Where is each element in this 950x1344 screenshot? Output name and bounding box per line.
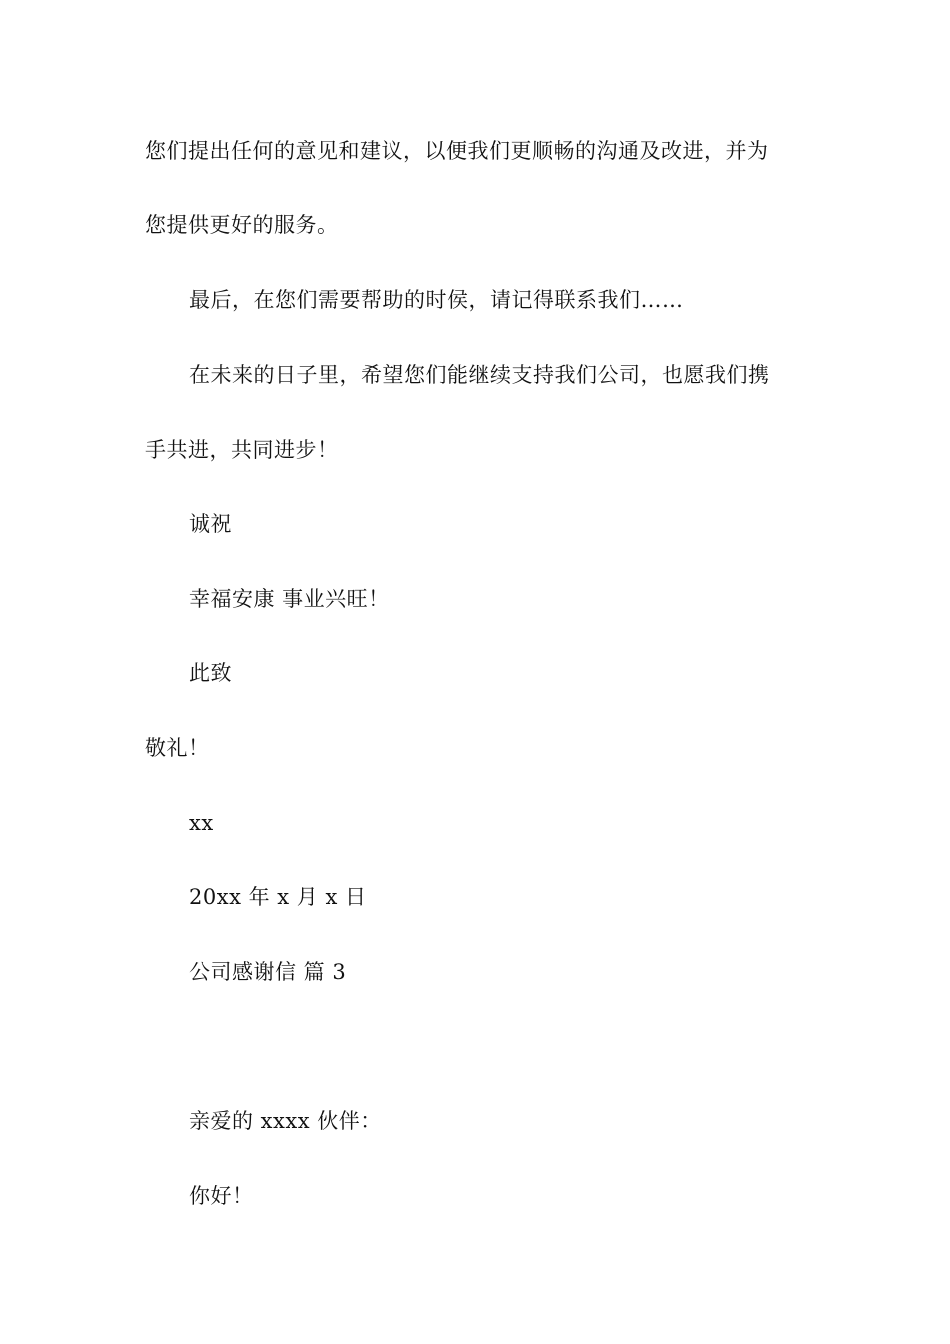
signature-date: 20xx 年 x 月 x 日 — [189, 885, 367, 909]
letter-addressee: 亲爱的 xxxx 伙伴： — [189, 1109, 382, 1133]
paragraph-line-5: 手共进，共同进步！ — [145, 438, 339, 462]
paragraph-line-3: 最后，在您们需要帮助的时侯，请记得联系我们…… — [189, 288, 684, 312]
closing-regards: 敬礼！ — [145, 736, 210, 760]
paragraph-line-2: 您提供更好的服务。 — [145, 213, 339, 237]
paragraph-line-4: 在未来的日子里，希望您们能继续支持我们公司，也愿我们携 — [189, 363, 770, 387]
closing-salutation: 此致 — [189, 661, 232, 685]
paragraph-line-1: 您们提出任何的意见和建议，以便我们更顺畅的沟通及改进，并为 — [145, 139, 769, 163]
section-heading: 公司感谢信 篇 3 — [189, 960, 347, 984]
signature-name: xx — [189, 811, 214, 835]
letter-greeting: 你好！ — [189, 1184, 254, 1208]
closing-wish: 幸福安康 事业兴旺！ — [189, 587, 390, 611]
closing-greeting: 诚祝 — [189, 512, 232, 536]
